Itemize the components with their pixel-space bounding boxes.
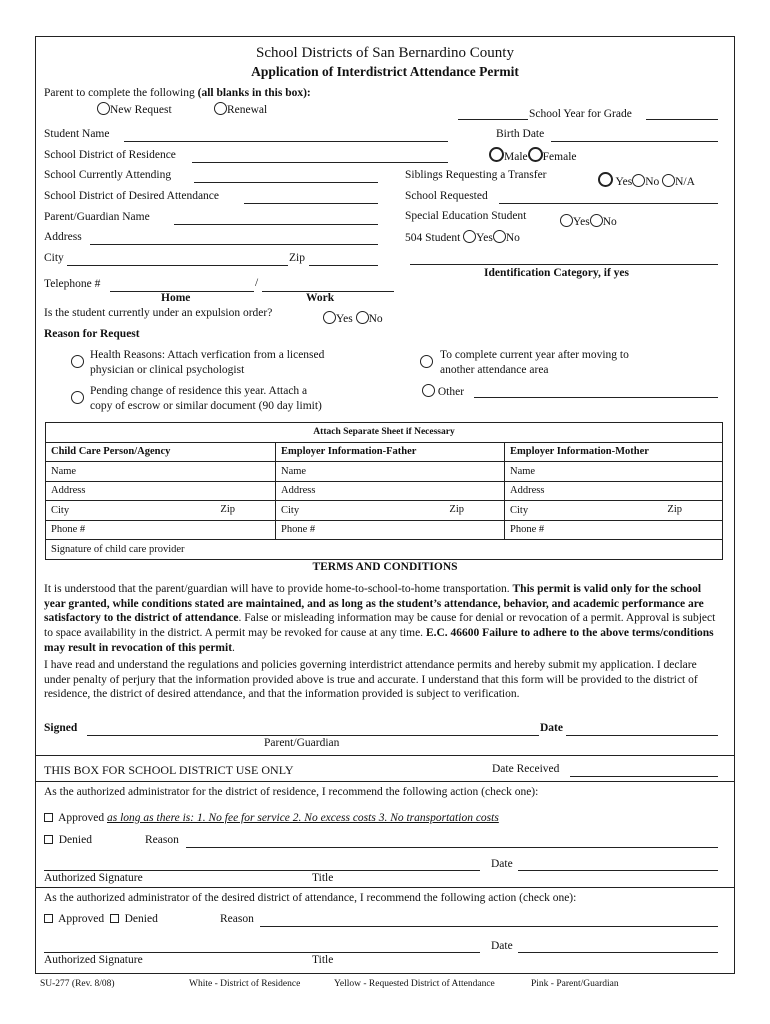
pending-radio-wrap — [71, 391, 84, 405]
siblings-no-radio[interactable] — [632, 174, 645, 187]
other-label: Other — [437, 386, 465, 398]
special-ed-yes-radio[interactable] — [560, 214, 573, 227]
desired-denied-checkbox[interactable] — [110, 914, 119, 923]
child-care-address-cell[interactable]: Address — [46, 481, 276, 501]
pending-change-radio[interactable] — [71, 391, 84, 404]
zip-label: Zip — [289, 252, 305, 264]
birth-date-field[interactable] — [551, 141, 718, 142]
other-option — [422, 384, 464, 398]
address-label: Address — [44, 231, 82, 243]
expulsion-yes-radio[interactable] — [323, 311, 336, 324]
child-care-city-cell[interactable] — [46, 501, 276, 521]
residence-reason-label: Reason — [145, 834, 179, 846]
male-label: Male — [504, 151, 528, 163]
student-504-label: 504 Student — [405, 232, 461, 244]
terms-text-bold-1: This permit is valid only for the school year granted, while conditions stated are maintained, and as long as the student’s attendance, behavior, and academic performance are satisfactory to the district of attendance — [44, 583, 704, 625]
instructions-emphasis: (all blanks in this box): — [197, 87, 311, 99]
office-title-divider — [35, 781, 735, 782]
renewal-radio[interactable] — [214, 102, 227, 115]
currently-attending-label: School Currently Attending — [44, 169, 172, 181]
desired-approved-label: Approved — [58, 913, 105, 925]
city-label: City — [44, 252, 64, 264]
copy-white: White - District of Residence — [189, 979, 301, 989]
renewal-option[interactable] — [214, 102, 267, 116]
desired-approved-checkbox[interactable] — [44, 914, 53, 923]
siblings-na-radio[interactable] — [662, 174, 675, 187]
home-label: Home — [161, 292, 191, 304]
residence-date-field[interactable] — [518, 870, 718, 871]
father-address-cell[interactable]: Address — [276, 481, 505, 501]
form-number: SU-277 (Rev. 8/08) — [40, 979, 115, 989]
new-request-option[interactable] — [97, 102, 172, 116]
id-category-label: Identification Category, if yes — [484, 267, 630, 279]
student-504-yes-label: Yes — [476, 232, 493, 244]
reason-heading: Reason for Request — [44, 328, 140, 340]
zip-text: Zip — [220, 504, 235, 515]
siblings-label: Siblings Requesting a Transfer — [405, 169, 547, 181]
father-employer-header: Employer Information-Father — [276, 442, 505, 462]
special-ed-no-label: No — [602, 216, 617, 228]
telephone-label: Telephone # — [44, 278, 101, 290]
signed-label: Signed — [44, 722, 78, 734]
student-504-row — [405, 230, 520, 244]
other-reason-field[interactable] — [474, 397, 718, 398]
gender-options — [489, 147, 577, 163]
desired-admin-intro: As the authorized administrator of the desired district of attendance, I recommend the following action (check one): — [44, 892, 577, 904]
mother-city-cell[interactable] — [505, 501, 723, 521]
parent-instructions — [44, 87, 311, 99]
siblings-yes-radio[interactable] — [598, 172, 613, 187]
residence-auth-sig-label: Authorized Signature — [44, 872, 143, 884]
student-504-no-radio[interactable] — [493, 230, 506, 243]
complete-year-text — [440, 348, 629, 378]
desired-date-label: Date — [491, 940, 513, 952]
birth-date-label: Birth Date — [496, 128, 545, 140]
complete-year-radio[interactable] — [420, 355, 433, 368]
pending-change-text — [90, 384, 322, 414]
new-request-label: New Request — [110, 104, 172, 116]
renewal-label: Renewal — [227, 104, 268, 116]
school-requested-field[interactable] — [499, 203, 718, 204]
pending-change-line2: copy of escrow or similar document (90 day limit) — [90, 400, 322, 412]
student-name-label: Student Name — [44, 128, 110, 140]
phone-separator: / — [255, 277, 259, 289]
mother-employer-header: Employer Information-Mother — [505, 442, 723, 462]
residence-approved-checkbox[interactable] — [44, 813, 53, 822]
siblings-options — [598, 172, 695, 188]
city-text: City — [51, 504, 70, 516]
school-requested-label: School Requested — [405, 190, 488, 202]
siblings-yes-label: Yes — [615, 176, 633, 188]
desired-reason-label: Reason — [220, 913, 254, 925]
signed-date-label: Date — [540, 722, 563, 734]
date-received-label: Date Received — [492, 763, 560, 775]
expulsion-question: Is the student currently under an expulsion order? — [44, 307, 273, 319]
special-ed-options — [560, 214, 617, 228]
copy-pink: Pink - Parent/Guardian — [531, 979, 619, 989]
father-city-cell[interactable] — [276, 501, 505, 521]
student-name-field[interactable] — [124, 141, 448, 142]
terms-text-2: . False or misleading information may be cause for denial or revocation of a permit. Approval is subject to space availability in the district. A permit may be revoked for cause at any time. — [44, 612, 716, 640]
desired-approved-row — [44, 913, 158, 925]
parent-guardian-caption: Parent/Guardian — [264, 737, 340, 749]
father-name-cell[interactable]: Name — [276, 462, 505, 482]
terms-text-bold-2: E.C. 46600 Failure to adhere to the above terms/conditions may result in revocation of this permit — [44, 627, 714, 654]
school-year-field[interactable] — [458, 119, 528, 120]
grade-field[interactable] — [646, 119, 718, 120]
student-504-no-label: No — [505, 232, 520, 244]
date-received-field[interactable] — [570, 776, 718, 777]
zip-text: Zip — [449, 504, 464, 515]
residence-section-divider — [35, 887, 735, 888]
siblings-no-label: No — [645, 176, 660, 188]
currently-attending-field[interactable] — [194, 182, 378, 183]
terms-title: TERMS AND CONDITIONS — [312, 561, 458, 573]
parent-name-label: Parent/Guardian Name — [44, 211, 150, 223]
form-heading: School Districts of San Bernardino County — [256, 45, 514, 61]
residence-reason-field[interactable] — [186, 847, 718, 848]
desired-title-label: Title — [312, 954, 334, 966]
terms-text-1: It is understood that the parent/guardian will have to provide home-to-school-to-home transportation. — [44, 583, 513, 595]
residence-date-label: Date — [491, 858, 513, 870]
student-504-yes-radio[interactable] — [463, 230, 476, 243]
signed-date-field[interactable] — [566, 735, 718, 736]
siblings-na-label: N/A — [675, 176, 695, 188]
expulsion-options — [323, 311, 383, 325]
residence-approved-row — [44, 812, 499, 824]
health-reason-line2: physician or clinical psychologist — [90, 364, 245, 376]
health-reason-radio[interactable] — [71, 355, 84, 368]
child-care-signature-cell[interactable]: Signature of child care provider — [46, 540, 723, 560]
copy-yellow: Yellow - Requested District of Attendance — [334, 979, 495, 989]
health-reason-line1: Health Reasons: Attach verfication from a licensed — [90, 349, 325, 361]
special-ed-label: Special Education Student — [405, 210, 527, 222]
father-phone-cell[interactable]: Phone # — [276, 520, 505, 540]
mother-phone-cell[interactable]: Phone # — [505, 520, 723, 540]
declaration-paragraph: I have read and understand the regulations and policies governing interdistrict attendance permits and hereby submit my application. I declare under penalty of perjury that the information provided above is true and accurate. I understand that this form will be provided to the district of residence, the district of desired attendance, and that the information provided is subject to verification. — [44, 659, 698, 701]
parent-name-field[interactable] — [174, 224, 378, 225]
child-care-name-cell[interactable]: Name — [46, 462, 276, 482]
other-radio[interactable] — [422, 384, 435, 397]
residence-signature-field[interactable] — [44, 870, 480, 871]
address-field[interactable] — [90, 244, 378, 245]
form-title: Application of Interdistrict Attendance Permit — [251, 64, 519, 79]
desired-denied-label: Denied — [124, 913, 158, 925]
desired-auth-sig-label: Authorized Signature — [44, 954, 143, 966]
special-ed-yes-label: Yes — [573, 216, 590, 228]
complete-year-line2: another attendance area — [440, 364, 549, 376]
health-reason-text — [90, 348, 324, 378]
terms-text-3: . — [232, 641, 235, 654]
desired-signature-field[interactable] — [44, 952, 480, 953]
office-use-title: THIS BOX FOR SCHOOL DISTRICT USE ONLY — [44, 763, 294, 777]
work-label: Work — [306, 292, 335, 304]
city-text: City — [281, 504, 300, 516]
terms-paragraph — [44, 582, 724, 656]
district-residence-label: School District of Residence — [44, 149, 176, 161]
new-request-radio[interactable] — [97, 102, 110, 115]
expulsion-no-label: No — [368, 313, 383, 325]
residence-approved-label: Approved — [58, 812, 105, 824]
pending-change-line1: Pending change of residence this year. Attach a — [90, 385, 308, 397]
mother-address-cell[interactable]: Address — [505, 481, 723, 501]
mother-name-cell[interactable]: Name — [505, 462, 723, 482]
desired-reason-field[interactable] — [260, 926, 718, 927]
child-care-header: Child Care Person/Agency — [46, 442, 276, 462]
instructions-text: Parent to complete the following — [44, 87, 198, 99]
residence-denied-checkbox[interactable] — [44, 835, 53, 844]
contacts-table — [45, 422, 723, 560]
complete-year-line1: To complete current year after moving to — [440, 349, 629, 361]
residence-denied-row — [44, 834, 92, 846]
expulsion-yes-label: Yes — [336, 313, 353, 325]
special-ed-no-radio[interactable] — [590, 214, 603, 227]
residence-denied-label: Denied — [58, 834, 92, 846]
child-care-phone-cell[interactable]: Phone # — [46, 520, 276, 540]
school-year-label: School Year for Grade — [529, 108, 632, 120]
district-residence-field[interactable] — [192, 162, 448, 163]
desired-attendance-field[interactable] — [244, 203, 378, 204]
approval-conditions: as long as there is: 1. No fee for service 2. No excess costs 3. No transportation costs — [107, 812, 499, 824]
city-field[interactable] — [67, 265, 288, 266]
complete-radio-wrap — [420, 355, 433, 369]
residence-title-label: Title — [312, 872, 334, 884]
zip-text: Zip — [667, 504, 682, 515]
female-radio[interactable] — [528, 147, 543, 162]
zip-field[interactable] — [309, 265, 378, 266]
health-radio-wrap — [71, 355, 84, 369]
id-category-field[interactable] — [410, 264, 718, 265]
residence-admin-intro: As the authorized administrator for the district of residence, I recommend the following action (check one): — [44, 786, 539, 798]
parent-signature-field[interactable] — [87, 735, 539, 736]
desired-date-field[interactable] — [518, 952, 718, 953]
desired-attendance-label: School District of Desired Attendance — [44, 190, 220, 202]
city-text: City — [510, 504, 529, 516]
female-label: Female — [542, 151, 577, 163]
expulsion-no-radio[interactable] — [356, 311, 369, 324]
male-radio[interactable] — [489, 147, 504, 162]
table-caption: Attach Separate Sheet if Necessary — [46, 423, 723, 443]
office-section-divider — [35, 755, 735, 756]
